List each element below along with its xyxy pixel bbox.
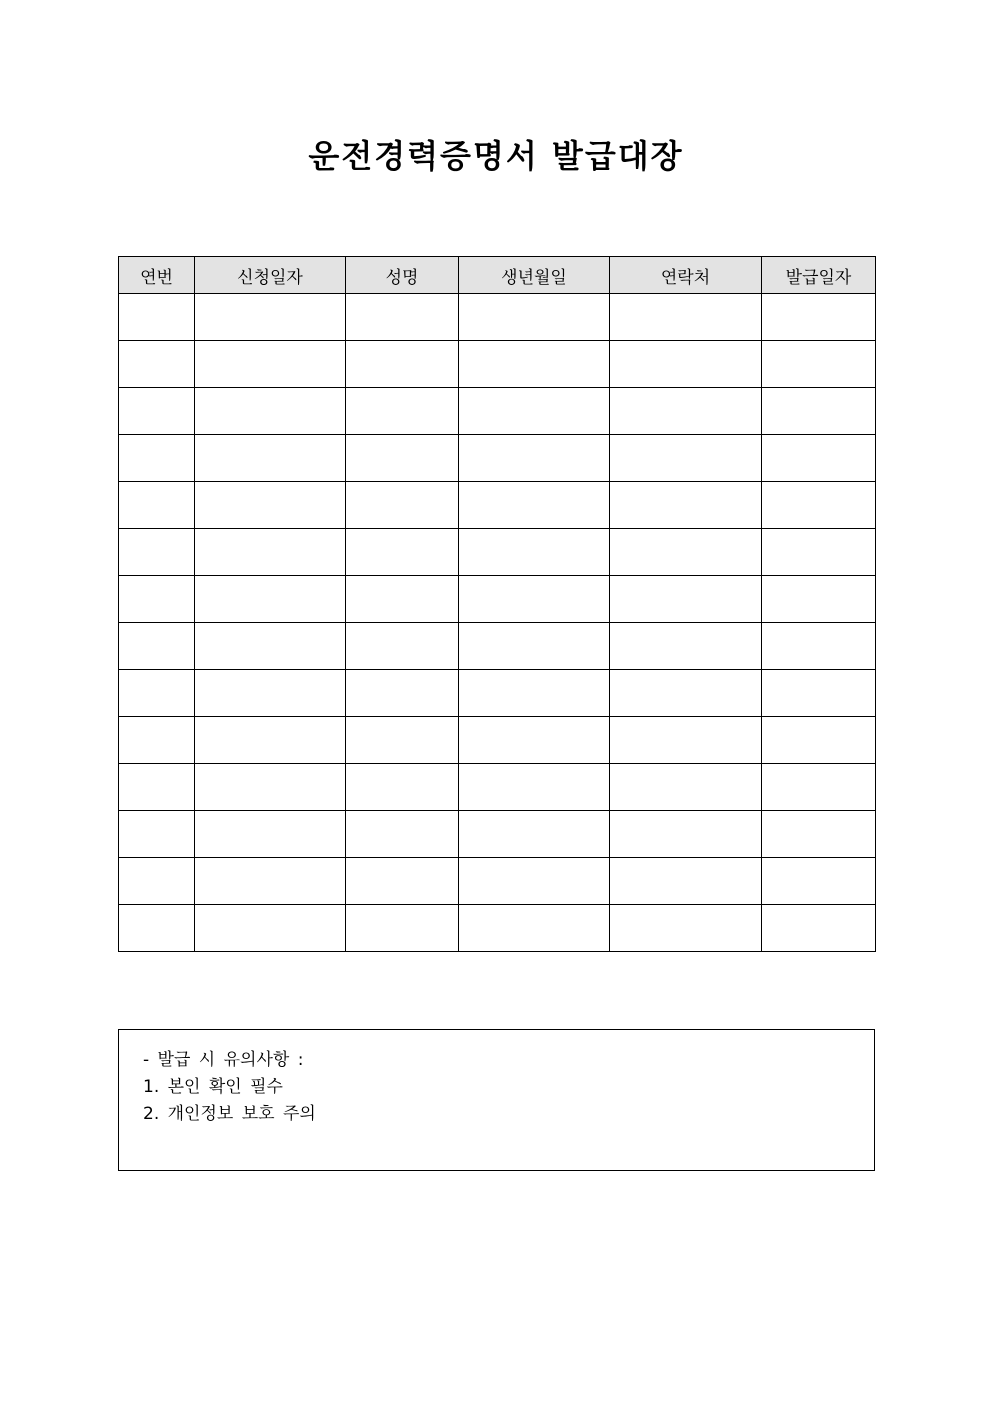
cell-application-date[interactable] xyxy=(195,529,346,576)
cell-application-date[interactable] xyxy=(195,341,346,388)
cell-contact[interactable] xyxy=(610,670,762,717)
notes-heading: - 발급 시 유의사항 : xyxy=(143,1050,304,1070)
cell-application-date[interactable] xyxy=(195,388,346,435)
cell-birth-date[interactable] xyxy=(459,905,610,952)
cell-contact[interactable] xyxy=(610,341,762,388)
cell-contact[interactable] xyxy=(610,576,762,623)
cell-application-date[interactable] xyxy=(195,623,346,670)
cell-contact[interactable] xyxy=(610,623,762,670)
cell-serial-number[interactable] xyxy=(119,435,195,482)
cell-application-date[interactable] xyxy=(195,576,346,623)
cell-serial-number[interactable] xyxy=(119,670,195,717)
cell-issue-date[interactable] xyxy=(762,341,876,388)
cell-issue-date[interactable] xyxy=(762,858,876,905)
cell-issue-date[interactable] xyxy=(762,764,876,811)
cell-name[interactable] xyxy=(346,388,459,435)
cell-application-date[interactable] xyxy=(195,435,346,482)
notes-item: 2. 개인정보 보호 주의 xyxy=(143,1104,316,1124)
cell-issue-date[interactable] xyxy=(762,388,876,435)
table-row xyxy=(119,576,876,623)
header-issue-date: 발급일자 xyxy=(762,257,876,294)
cell-issue-date[interactable] xyxy=(762,717,876,764)
cell-contact[interactable] xyxy=(610,858,762,905)
table-row xyxy=(119,341,876,388)
header-contact: 연락처 xyxy=(610,257,762,294)
cell-contact[interactable] xyxy=(610,764,762,811)
cell-name[interactable] xyxy=(346,764,459,811)
cell-application-date[interactable] xyxy=(195,811,346,858)
cell-birth-date[interactable] xyxy=(459,482,610,529)
cell-birth-date[interactable] xyxy=(459,858,610,905)
table-row xyxy=(119,482,876,529)
cell-name[interactable] xyxy=(346,294,459,341)
header-birth-date: 생년월일 xyxy=(459,257,610,294)
cell-contact[interactable] xyxy=(610,482,762,529)
cell-issue-date[interactable] xyxy=(762,623,876,670)
cell-birth-date[interactable] xyxy=(459,294,610,341)
cell-name[interactable] xyxy=(346,670,459,717)
table-row xyxy=(119,858,876,905)
table-row xyxy=(119,670,876,717)
cell-serial-number[interactable] xyxy=(119,294,195,341)
cell-contact[interactable] xyxy=(610,294,762,341)
cell-application-date[interactable] xyxy=(195,858,346,905)
cell-serial-number[interactable] xyxy=(119,905,195,952)
cell-contact[interactable] xyxy=(610,905,762,952)
cell-application-date[interactable] xyxy=(195,294,346,341)
cell-name[interactable] xyxy=(346,529,459,576)
cell-birth-date[interactable] xyxy=(459,811,610,858)
cell-contact[interactable] xyxy=(610,529,762,576)
cell-name[interactable] xyxy=(346,435,459,482)
cell-name[interactable] xyxy=(346,576,459,623)
cell-serial-number[interactable] xyxy=(119,482,195,529)
cell-application-date[interactable] xyxy=(195,717,346,764)
cell-contact[interactable] xyxy=(610,435,762,482)
cell-application-date[interactable] xyxy=(195,670,346,717)
cell-issue-date[interactable] xyxy=(762,482,876,529)
table-row xyxy=(119,905,876,952)
cell-contact[interactable] xyxy=(610,811,762,858)
cell-application-date[interactable] xyxy=(195,905,346,952)
header-serial-number: 연번 xyxy=(119,257,195,294)
cell-name[interactable] xyxy=(346,811,459,858)
cell-serial-number[interactable] xyxy=(119,388,195,435)
cell-name[interactable] xyxy=(346,717,459,764)
cell-name[interactable] xyxy=(346,482,459,529)
cell-issue-date[interactable] xyxy=(762,294,876,341)
cell-serial-number[interactable] xyxy=(119,623,195,670)
cell-contact[interactable] xyxy=(610,717,762,764)
cell-birth-date[interactable] xyxy=(459,341,610,388)
cell-name[interactable] xyxy=(346,905,459,952)
notes-item: 1. 본인 확인 필수 xyxy=(143,1077,283,1097)
cell-serial-number[interactable] xyxy=(119,576,195,623)
cell-issue-date[interactable] xyxy=(762,529,876,576)
cell-birth-date[interactable] xyxy=(459,388,610,435)
table-row xyxy=(119,294,876,341)
cell-serial-number[interactable] xyxy=(119,858,195,905)
cell-serial-number[interactable] xyxy=(119,717,195,764)
table-body xyxy=(119,294,876,952)
cell-issue-date[interactable] xyxy=(762,576,876,623)
cell-birth-date[interactable] xyxy=(459,717,610,764)
table-row xyxy=(119,811,876,858)
cell-issue-date[interactable] xyxy=(762,670,876,717)
table-row xyxy=(119,717,876,764)
table-header-row xyxy=(119,257,876,294)
cell-contact[interactable] xyxy=(610,388,762,435)
cell-name[interactable] xyxy=(346,623,459,670)
cell-serial-number[interactable] xyxy=(119,341,195,388)
table-row xyxy=(119,529,876,576)
notes-box xyxy=(118,1029,875,1171)
cell-issue-date[interactable] xyxy=(762,435,876,482)
cell-serial-number[interactable] xyxy=(119,764,195,811)
cell-application-date[interactable] xyxy=(195,764,346,811)
cell-serial-number[interactable] xyxy=(119,811,195,858)
cell-issue-date[interactable] xyxy=(762,905,876,952)
cell-serial-number[interactable] xyxy=(119,529,195,576)
cell-name[interactable] xyxy=(346,858,459,905)
table-row xyxy=(119,435,876,482)
cell-application-date[interactable] xyxy=(195,482,346,529)
table-row xyxy=(119,764,876,811)
cell-issue-date[interactable] xyxy=(762,811,876,858)
document-title: 운전경력증명서 발급대장 xyxy=(308,137,684,175)
table-row xyxy=(119,388,876,435)
table-row xyxy=(119,623,876,670)
cell-birth-date[interactable] xyxy=(459,576,610,623)
header-name: 성명 xyxy=(346,257,459,294)
cell-birth-date[interactable] xyxy=(459,623,610,670)
cell-birth-date[interactable] xyxy=(459,670,610,717)
cell-name[interactable] xyxy=(346,341,459,388)
header-application-date: 신청일자 xyxy=(195,257,346,294)
cell-birth-date[interactable] xyxy=(459,435,610,482)
cell-birth-date[interactable] xyxy=(459,529,610,576)
cell-birth-date[interactable] xyxy=(459,764,610,811)
issuance-register-table xyxy=(118,256,876,952)
